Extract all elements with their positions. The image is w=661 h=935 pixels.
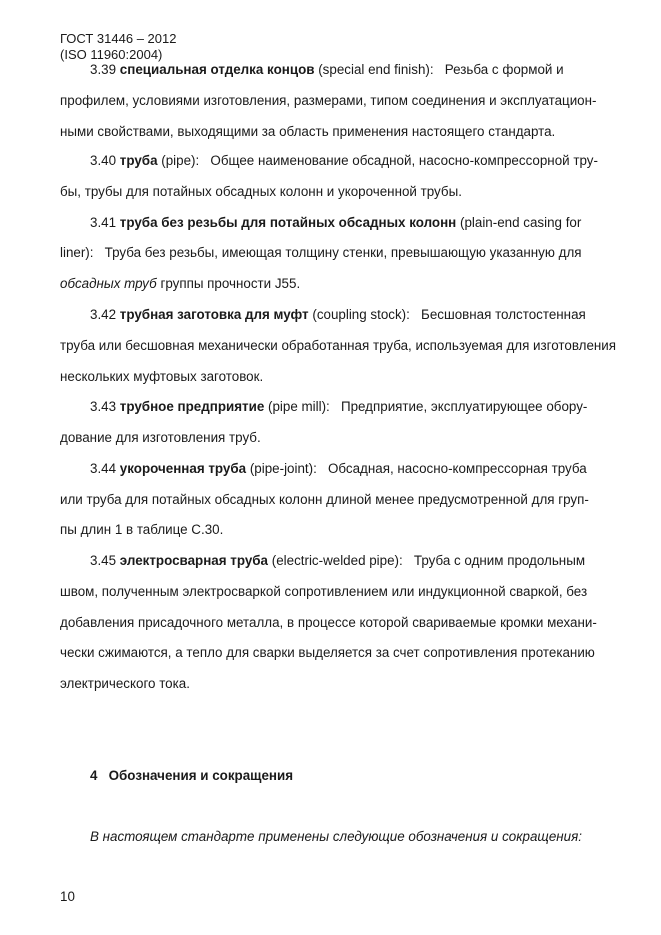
term-3-45-name: электросварная труба [119,553,269,568]
term-3-41-line-1: 3.41 труба без резьбы для потайных обсадных колонн (plain-end casing for [90,215,582,230]
page-number: 10 [60,889,75,904]
section-intro: В настоящем стандарте применены следующие обозначения и сокращения: [90,829,582,844]
term-3-42-name: трубная заготовка для муфт [119,307,309,322]
term-3-42-line-2: труба или бесшовная механически обработанная труба, используемая для изготовления [60,338,617,353]
term-3-44-line-3: пы длин 1 в таблице С.30. [60,522,224,537]
standard-code: ГОСТ 31446 – 2012 [60,31,177,46]
term-3-44-line-1: 3.44 укороченная труба (pipe-joint): Обсадная, насосно-компрессорная труба [90,461,587,476]
term-3-43-line-2: дование для изготовления труб. [60,430,261,445]
term-3-45-line-5: электрического тока. [60,676,190,691]
section-title: Обозначения и сокращения [108,768,294,783]
term-3-41-line-3: обсадных труб группы прочности J55. [60,276,301,291]
iso-reference: (ISO 11960:2004) [60,47,163,62]
document-header [60,31,176,63]
term-3-45-line-1: 3.45 электросварная труба (electric-welded pipe): Труба с одним продольным [90,553,586,568]
term-3-41-name: труба без резьбы для потайных обсадных колонн [119,215,457,230]
term-3-45-line-3: добавления присадочного металла, в процессе которой свариваемые кромки механи- [60,615,597,630]
section-number: 4 [90,768,98,783]
term-3-39-line-2: профилем, условиями изготовления, размерами, типом соединения и эксплуатацион- [60,93,597,108]
term-3-40-name: труба [119,153,158,168]
term-3-45-line-2: швом, полученным электросваркой сопротивлением или индукционной сваркой, без [60,584,588,599]
term-3-42-line-3: нескольких муфтовых заготовок. [60,369,264,384]
term-3-39-line-1: 3.39 специальная отделка концов (special end finish): Резьба с формой и [90,62,564,77]
term-3-41-line-2: liner): Труба без резьбы, имеющая толщину стенки, превышающую указанную для [60,245,582,260]
term-3-40-line-1: 3.40 труба (pipe): Общее наименование обсадной, насосно-компрессорной тру- [90,153,598,168]
term-3-39-line-3: ными свойствами, выходящими за область применения настоящего стандарта. [60,124,556,139]
term-3-44-line-2: или труба для потайных обсадных колонн длиной менее предусмотренной для груп- [60,492,589,507]
term-3-39-name: специальная отделка концов [119,62,315,77]
casing-pipe-term: обсадных труб [60,276,157,291]
section-heading [90,768,293,784]
term-3-43-line-1: 3.43 трубное предприятие (pipe mill): Предприятие, эксплуатирующее обору- [90,399,588,414]
term-3-43-name: трубное предприятие [119,399,265,414]
term-3-42-line-1: 3.42 трубная заготовка для муфт (coupling stock): Бесшовная толстостенная [90,307,586,322]
term-3-45-line-4: чески сжимаются, а тепло для сварки выделяется за счет сопротивления протеканию [60,645,595,660]
term-3-40-line-2: бы, трубы для потайных обсадных колонн и укороченной трубы. [60,184,462,199]
term-3-44-name: укороченная труба [119,461,247,476]
